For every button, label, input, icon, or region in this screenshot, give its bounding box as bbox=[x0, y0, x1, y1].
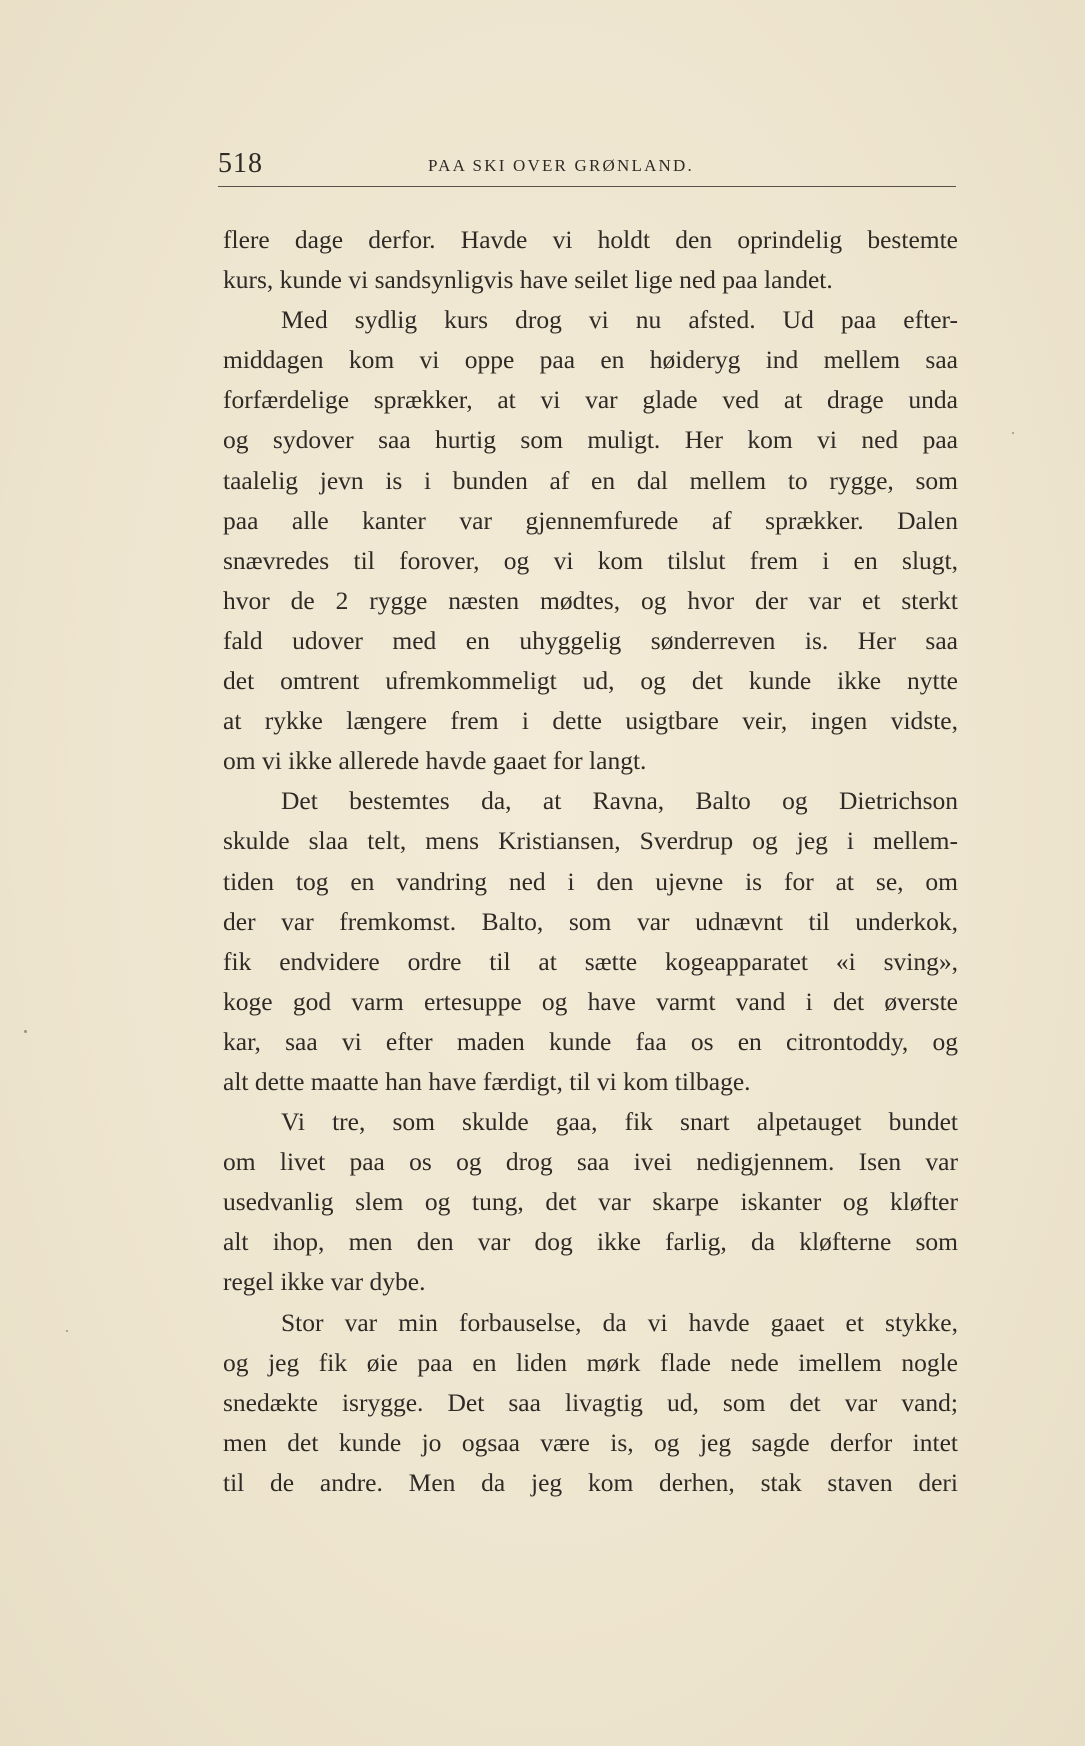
text-line: om livet paa os og drog saa ivei nedigjennem. Isen var bbox=[223, 1147, 958, 1177]
text-line: forfærdelige sprækker, at vi var glade ved at drage unda bbox=[223, 385, 958, 415]
text-line: paa alle kanter var gjennemfurede af sprækker. Dalen bbox=[223, 505, 958, 535]
body-text bbox=[223, 220, 958, 1503]
page-number: 518 bbox=[218, 148, 263, 179]
text-line: Stor var min forbauselse, da vi havde gaaet et stykke, bbox=[281, 1307, 958, 1337]
text-line: det omtrent ufremkommeligt ud, og det kunde ikke nytte bbox=[223, 666, 958, 696]
paper-speck bbox=[24, 1030, 27, 1033]
text-line: der var fremkomst. Balto, som var udnævnt til underkok, bbox=[223, 906, 958, 936]
page-header bbox=[218, 148, 958, 188]
text-line: middagen kom vi oppe paa en høideryg ind mellem saa bbox=[223, 345, 958, 375]
text-line: til de andre. Men da jeg kom derhen, stak staven deri bbox=[223, 1467, 958, 1497]
text-line: flere dage derfor. Havde vi holdt den oprindelig bestemte bbox=[223, 225, 958, 254]
paper-speck bbox=[66, 1330, 68, 1332]
text-line: skulde slaa telt, mens Kristiansen, Sverdrup og jeg i mellem- bbox=[223, 826, 958, 856]
text-line: usedvanlig slem og tung, det var skarpe iskanter og kløfter bbox=[223, 1187, 958, 1217]
text-line: og jeg fik øie paa en liden mørk flade nede imellem nogle bbox=[223, 1347, 958, 1377]
text-line: fik endvidere ordre til at sætte kogeapparatet «i sving», bbox=[223, 946, 958, 976]
text-line: kurs, kunde vi sandsynligvis have seilet lige ned paa landet. bbox=[223, 265, 833, 295]
running-title: PAA SKI OVER GRØNLAND. bbox=[428, 156, 694, 175]
text-line: Vi tre, som skulde gaa, fik snart alpetauget bundet bbox=[281, 1107, 958, 1137]
text-line: og sydover saa hurtig som muligt. Her kom vi ned paa bbox=[223, 425, 958, 455]
text-line: at rykke længere frem i dette usigtbare veir, ingen vidste, bbox=[223, 706, 958, 736]
text-line: snedækte isrygge. Det saa livagtig ud, som det var vand; bbox=[223, 1387, 958, 1417]
text-line: hvor de 2 rygge næsten mødtes, og hvor der var et sterkt bbox=[223, 585, 958, 615]
text-line: Med sydlig kurs drog vi nu afsted. Ud paa efter- bbox=[281, 305, 958, 335]
paper-speck bbox=[1012, 432, 1014, 434]
text-line: taalelig jevn is i bunden af en dal mellem to rygge, som bbox=[223, 465, 958, 495]
text-line: alt dette maatte han have færdigt, til vi kom tilbage. bbox=[223, 1066, 751, 1096]
text-line: alt ihop, men den var dog ikke farlig, da kløfterne som bbox=[223, 1227, 958, 1257]
text-line: snævredes til forover, og vi kom tilslut frem i en slugt, bbox=[223, 545, 958, 575]
text-line: om vi ikke allerede havde gaaet for langt. bbox=[223, 746, 647, 776]
text-line: koge god varm ertesuppe og have varmt vand i det øverste bbox=[223, 986, 958, 1016]
text-line: tiden tog en vandring ned i den ujevne is for at se, om bbox=[223, 866, 958, 896]
text-line: fald udover med en uhyggelig sønderreven is. Her saa bbox=[223, 625, 958, 655]
text-line: kar, saa vi efter maden kunde faa os en citrontoddy, og bbox=[223, 1026, 958, 1056]
text-line: men det kunde jo ogsaa være is, og jeg sagde derfor intet bbox=[223, 1427, 958, 1457]
text-line: Det bestemtes da, at Ravna, Balto og Dietrichson bbox=[281, 786, 958, 816]
header-rule bbox=[218, 186, 956, 187]
text-line: regel ikke var dybe. bbox=[223, 1267, 426, 1297]
